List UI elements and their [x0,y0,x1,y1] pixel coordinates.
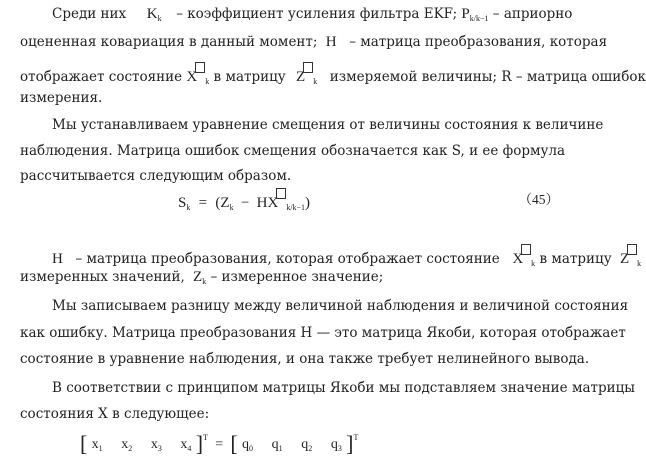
text: наблюдения. Матрица ошибок смещения обозначается как S, и ее формула [20,143,566,159]
matrix-entry-q2: $q_2$ [301,437,313,453]
paragraph-line-7 [20,167,291,185]
subscript: k [637,259,642,268]
text: рассчитывается следующим образом. [20,168,292,184]
left-paren: ( [215,195,221,211]
text: состояние в уравнение наблюдения, и она также требует нелинейного вывода. [20,351,590,367]
symbol-z-hat: Z [619,251,630,267]
equation-45 [178,188,310,217]
symbol-s: S [178,195,187,211]
text: измеренных значений, [20,269,185,285]
paragraph-line-10 [52,297,628,315]
matrix-entry-x2: $x_2$ [121,437,133,453]
paragraph-line-5 [52,116,603,134]
paragraph-line-11 [20,324,626,342]
hat-box-icon [303,62,313,73]
symbol-z: Z [193,269,203,285]
paragraph-line-14 [20,405,209,423]
matrix-entry-q1: $q_1$ [271,437,283,453]
subscript: k [531,259,536,268]
hat-box-icon [276,188,286,199]
symbol-h: H [325,34,337,50]
subscript: k [205,77,210,86]
hat-box-icon [195,62,205,73]
paragraph-line-4 [20,89,102,107]
minus-sign: − [240,195,250,211]
text: Среди них [52,6,127,22]
right-paren: ) [305,195,311,211]
left-bracket: [ [230,431,238,456]
text: Мы устанавливаем уравнение смещения от величины состояния к величине [52,117,604,133]
symbol-z: Z [220,195,230,211]
text: в матрицу [539,251,612,267]
text: как ошибку. Матрица преобразования H — это матрица Якоби, которая отображает [20,325,626,341]
left-bracket: [ [80,431,88,456]
text: оцененная ковариация в данный момент; [20,34,318,50]
subscript: k [229,203,234,212]
text: измерения. [20,90,103,106]
paragraph-line-1 [52,5,572,28]
subscript: k [157,14,162,23]
paragraph-line-2 [20,33,607,51]
equation-number: （45） [518,192,559,207]
matrix-entry-q0: $q_0$ [242,437,254,453]
symbol-x-hat: X [512,251,524,267]
text: отображает состояние [20,69,183,85]
subscript: k [202,277,207,286]
text: – коэффициент усиления фильтра EKF; [176,6,458,22]
equals-sign: = [215,437,224,452]
matrix-entry-x3: $x_3$ [150,437,162,453]
paragraph-line-13 [52,379,635,397]
matrix-entry-x1: $x_1$ [91,437,103,453]
text: В соответствии с принципом матрицы Якоби мы подставляем значение матрицы [52,380,636,396]
equals-sign: = [198,195,208,211]
paragraph-line-6 [20,142,565,160]
symbol-k: K [146,6,158,22]
text: – матрица преобразования, которая [349,34,608,50]
subscript: k/k−1 [286,203,306,212]
paragraph-line-9 [20,268,383,291]
matrix-equation [80,427,358,460]
right-bracket: ] [195,431,204,456]
subscript: k [313,77,318,86]
transpose-mark: T [203,433,208,442]
paragraph-line-12 [20,350,589,368]
symbol-p: P [461,6,470,22]
matrix-entry-q3: $q_3$ [330,437,342,453]
text: – априорно [492,6,573,22]
text: Мы записываем разницу между величиной наблюдения и величиной состояния [52,298,629,314]
text: – измеренное значение; [210,269,384,285]
subscript: k [186,203,191,212]
text: состояния X в следующее: [20,406,210,422]
hat-box-icon [521,244,531,255]
subscript: k/k−1 [469,14,489,23]
right-bracket: ] [346,431,354,456]
text: – матрица преобразования, которая отображает состояние [75,251,500,267]
symbol-hx: HX [256,195,279,211]
symbol-h: H [52,251,63,267]
text: в матрицу [213,69,286,85]
hat-box-icon [627,244,637,255]
paragraph-line-3 [20,62,646,91]
symbol-z-hat: Z [296,69,306,85]
text: измеряемой величины; R – матрица ошибок [329,69,646,85]
symbol-x-hat: X [186,69,198,85]
transpose-mark: T [353,433,359,442]
matrix-entry-x4: $x_4$ [180,437,192,453]
